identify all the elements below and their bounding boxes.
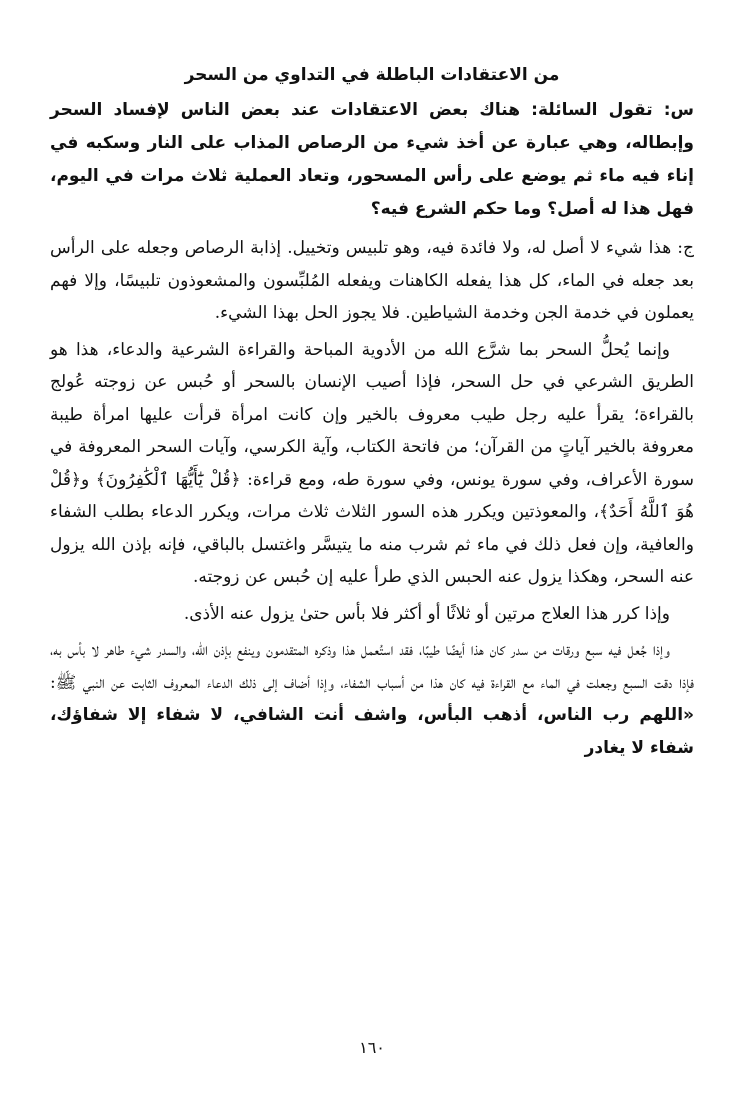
page-number: ١٦٠ — [359, 1038, 385, 1057]
body-paragraph-remedy: وإنما يُحلُّ السحر بما شرَّع الله من الأدوية المباحة والقراءة الشرعية والدعاء، هذا هو الطريق الشرعي في حل السحر، فإذا أصيب الإنسان بالسحر أو حُبس عن زوجته عُولج بالقراءة؛ يقرأ عليه رجل طيب معروف بالخير وإن كانت امرأة قرأت عليها امرأة طيبة معروفة بالخير آياتٍ من القرآن؛ من فاتحة الكتاب، وآية الكرسي، وآيات السحر المعروفة في سورة الأعراف، وفي سورة يونس، وفي سورة طه، ومع قراءة: ﴿قُلْ يَٰٓأَيُّهَا ٱلْكَٰفِرُونَ﴾ و﴿قُلْ هُوَ ٱللَّهُ أَحَدٌ﴾، والمعوذتين ويكرر هذه السور الثلاث ثلاث مرات، ويكرر الدعاء بطلب الشفاء والعافية، وإن فعل ذلك في ماء ثم شرب منه ما يتيسَّر واغتسل بالباقي، فإنه بإذن الله يزول عنه السحر، وهكذا يزول عنه الحبس الذي طرأ عليه إن حُبس عن زوجته. — [50, 339, 694, 587]
prophetic-dua: «اللهم رب الناس، أذهب البأس، واشف أنت الشافي، لا شفاء إلا شفاؤك، شفاء لا يغادر — [50, 705, 694, 758]
question-paragraph: س: تقول السائلة: هناك بعض الاعتقادات عند بعض الناس لإفساد السحر وإبطاله، وهي عبارة عن أخذ شيء من الرصاص المذاب على النار وسكبه في إناء فيه ماء ثم يوضع على رأس المسحور، وتعاد العملية ثلاث مرات في اليوم، فهل هذا له أصل؟ وما حكم الشرع فيه؟ — [50, 100, 694, 219]
body-paragraph-sidr — [50, 634, 694, 764]
document-page — [50, 60, 694, 1060]
answer-paragraph: ج: هذا شيء لا أصل له، ولا فائدة فيه، وهو تلبيس وتخييل. إذابة الرصاص وجعله على الرأس بعد جعله في الماء، كل هذا يفعله الكاهنات ويفعله المُلبِّسون والمشعوذون تلبيسًا، وإلا فهم يعملون في خدمة الجن وخدمة الشياطين. فلا يجوز الحل بهذا الشيء. — [50, 238, 694, 323]
body-paragraph-repetition: وإذا كرر هذا العلاج مرتين أو ثلاثًا أو أكثر فلا بأس حتىٰ يزول عنه الأذى. — [183, 603, 670, 624]
page-title: من الاعتقادات الباطلة في التداوي من السحر — [184, 65, 560, 85]
sidr-text: وإذا جُعل فيه سبع ورقات من سدر كان هذا أيضًا طيبًا، فقد استُعمل هذا وذكره المتقدمون وينفع بإذن الله، والسدر شيء طاهر لا بأس به، فإذا دقت السبع وجعلت في الماء مع القراءة فيه كان هذا من أسباب الشفاء، وإذا أضاف إلى ذلك الدعاء المعروف الثابت عن النبي ﷺ: — [50, 640, 694, 693]
